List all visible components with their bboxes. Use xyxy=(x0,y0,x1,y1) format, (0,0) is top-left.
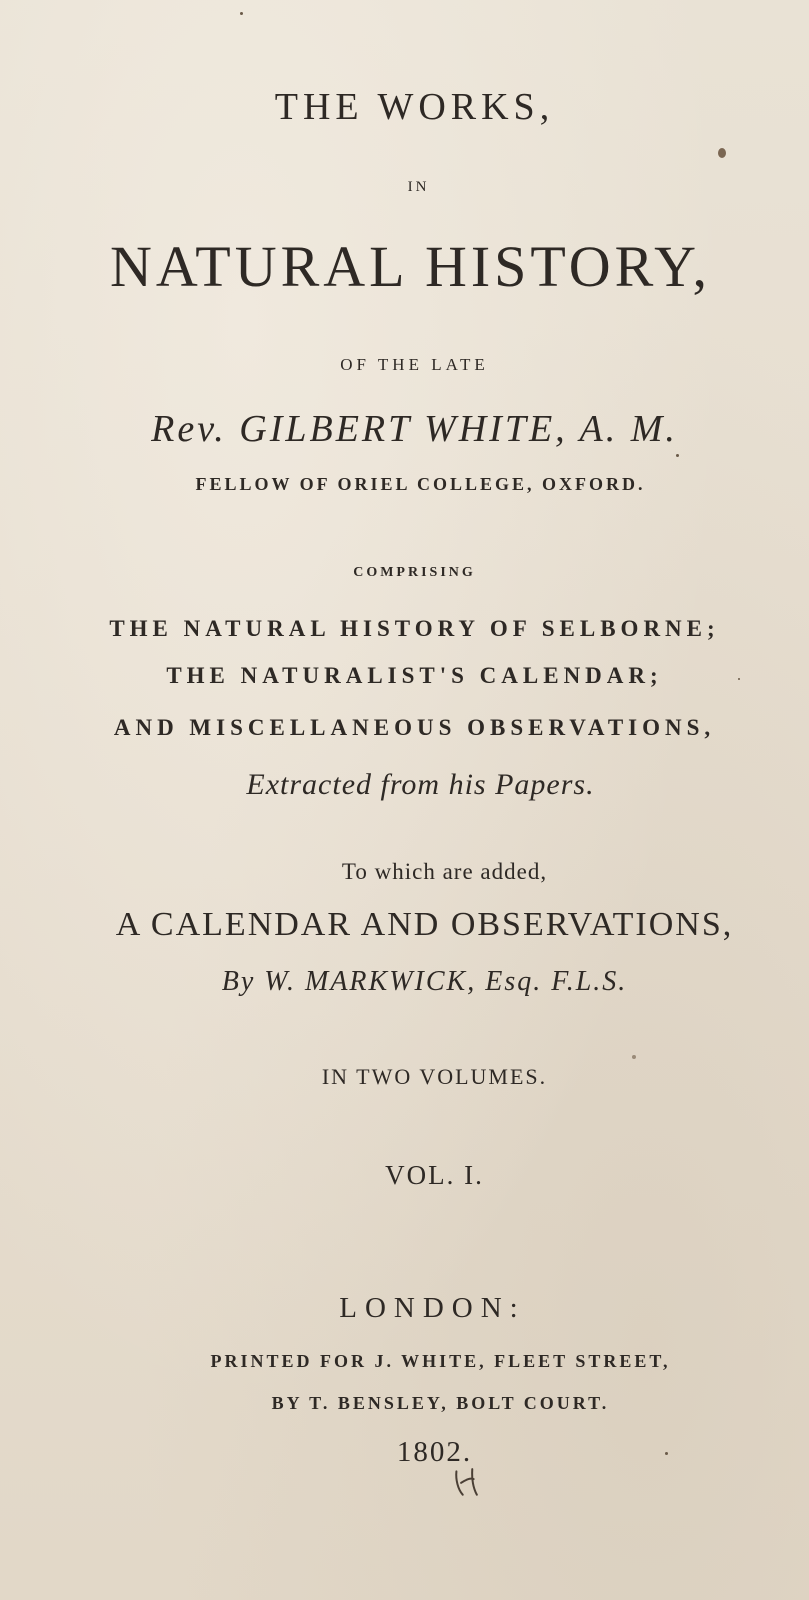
paper-speck xyxy=(676,454,679,457)
extracted-note: Extracted from his Papers. xyxy=(246,768,595,801)
author-name: Rev. GILBERT WHITE, A. M. xyxy=(151,408,678,450)
contents-item-selborne: THE NATURAL HISTORY OF SELBORNE; xyxy=(109,616,720,641)
paper-speck xyxy=(240,12,243,15)
imprint-printer: BY T. BENSLEY, BOLT COURT. xyxy=(271,1393,610,1413)
added-note: To which are added, xyxy=(341,859,548,884)
volume-count: IN TWO VOLUMES. xyxy=(321,1064,548,1089)
title-the-works: THE WORKS, xyxy=(274,86,555,128)
imprint-publisher: PRINTED FOR J. WHITE, FLEET STREET, xyxy=(210,1351,671,1371)
author-affiliation: FELLOW OF ORIEL COLLEGE, OXFORD. xyxy=(195,474,646,494)
contents-item-calendar: THE NATURALIST'S CALENDAR; xyxy=(166,663,663,688)
paper-speck xyxy=(718,148,726,158)
imprint-year: 1802. xyxy=(396,1436,473,1468)
handwritten-mark xyxy=(450,1464,484,1500)
of-the-late: OF THE LATE xyxy=(340,355,489,374)
title-in: IN xyxy=(407,179,430,195)
volume-number: VOL. I. xyxy=(385,1160,484,1190)
imprint-place: LONDON: xyxy=(339,1292,526,1324)
added-work-author: By W. MARKWICK, Esq. F.L.S. xyxy=(221,966,628,997)
paper-speck xyxy=(665,1452,668,1455)
paper-speck xyxy=(738,678,740,680)
comprising-label: COMPRISING xyxy=(353,565,476,580)
paper-speck xyxy=(632,1055,636,1059)
contents-item-observations: AND MISCELLANEOUS OBSERVATIONS, xyxy=(113,715,716,740)
title-natural-history: NATURAL HISTORY, xyxy=(109,234,712,299)
added-work-title: A CALENDAR AND OBSERVATIONS, xyxy=(115,906,734,943)
